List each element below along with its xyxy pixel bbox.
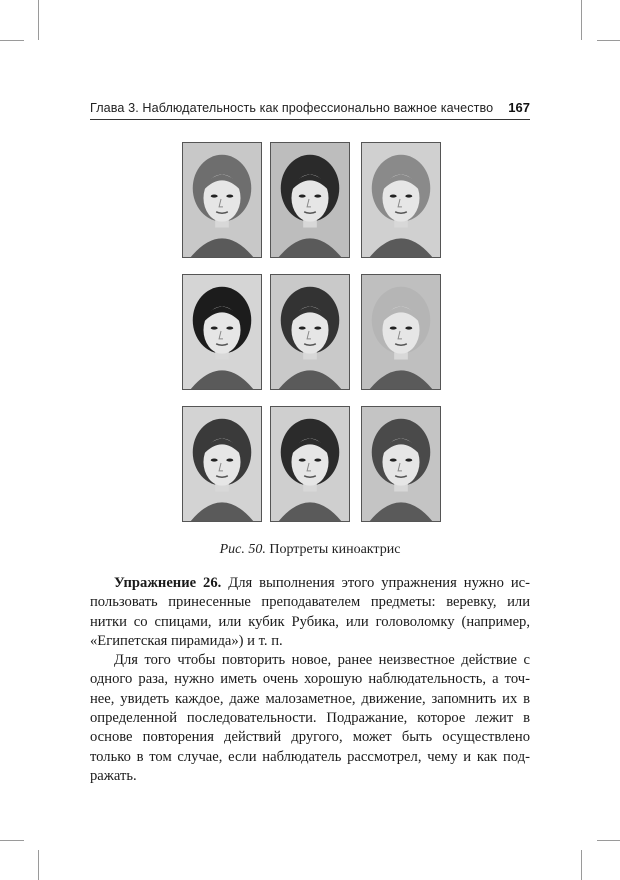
paragraph-exercise	[90, 574, 530, 651]
figure-label: Рис. 50.	[219, 542, 266, 557]
paragraph-explanation: Для того чтобы повторить новое, ранее неизвестное действие с одного раза, нужно иметь очень хорошую наблюдательность, а точнее, увидеть каждое, даже малозаметное, движение, запомнить их в определенной последовательности. Подражание, которое лежит в основе повторения действий другого, может быть осуществлено только в том случае, если наблюдатель рассмотрел, чему и как подражать.	[90, 652, 530, 784]
crop-mark	[38, 0, 39, 40]
portrait-photo	[182, 406, 262, 522]
body-text	[90, 574, 530, 786]
header-rule	[90, 119, 530, 120]
crop-mark	[597, 840, 620, 841]
portrait-photo	[361, 406, 441, 522]
crop-mark	[38, 850, 39, 880]
portrait-photo	[270, 406, 350, 522]
portrait-photo	[182, 142, 262, 258]
crop-mark	[0, 840, 24, 841]
chapter-title: Глава 3. Наблюдательность как профессионально важное качество	[90, 101, 494, 115]
portrait-photo	[270, 274, 350, 390]
exercise-heading: Упражнение 26.	[114, 575, 222, 591]
portrait-photo	[361, 274, 441, 390]
crop-mark	[0, 40, 24, 41]
portrait-photo	[182, 274, 262, 390]
portrait-photo	[270, 142, 350, 258]
crop-mark	[597, 40, 620, 41]
portrait-photo	[361, 142, 441, 258]
running-header	[90, 101, 530, 119]
figure-caption-text: Портреты киноактрис	[265, 542, 401, 557]
exercise-text: Для выполнения этого упражнения нужно использовать принесенные преподавателем предметы: веревку, или нитки со спицами, или кубик Рубика, или головоломку (например, «Египетская пирамида») и т. п.	[90, 575, 530, 649]
figure-caption	[90, 542, 530, 558]
crop-mark	[581, 0, 582, 40]
crop-mark	[581, 850, 582, 880]
page-number: 167	[508, 100, 530, 115]
